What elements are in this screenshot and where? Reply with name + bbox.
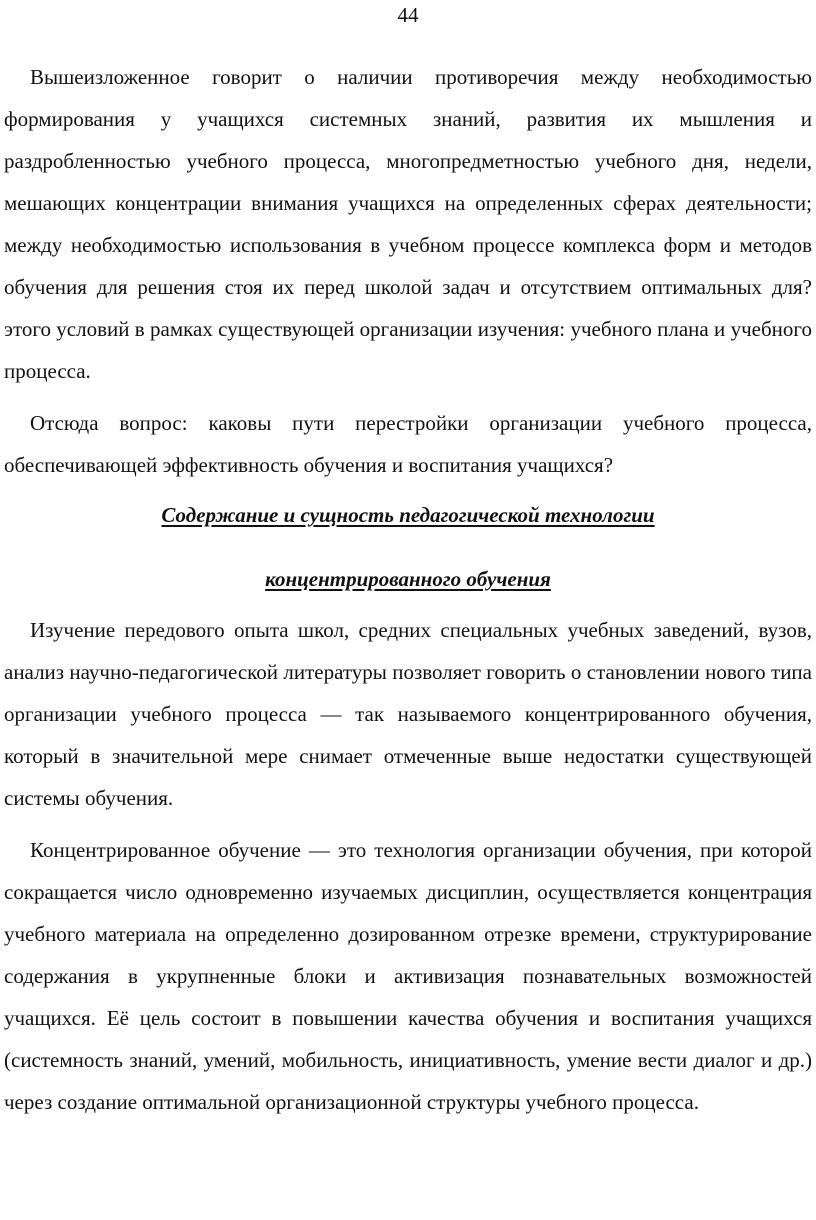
section-heading-line-1: Содержание и сущность педагогической технологии: [161, 503, 655, 527]
section-gap: [4, 486, 812, 496]
section-gap: [4, 599, 812, 609]
page-content: [4, 56, 812, 1123]
section-heading: [4, 496, 812, 599]
paragraph-gap: [4, 819, 812, 829]
paragraph-experience: Изучение передового опыта школ, средних специальных учебных заведений, вузов, анализ научно-педагогической литературы позволяет говорить о становлении нового типа организации учебного процесса — так называемого концентрированного обучения, который в значительной мере снимает отмеченные выше недостатки существующей системы обучения.: [4, 618, 812, 810]
paragraph-gap: [4, 392, 812, 402]
paragraph-contradiction: Вышеизложенное говорит о наличии противоречия между необходимостью формирования у учащихся системных знаний, развития их мышления и раздробленностью учебного процесса, многопредметностью учебного дня, недели, мешающих концентрации внимания учащихся на определенных сферах деятельности; между необходимостью использования в учебном процессе комплекса форм и методов обучения для решения стоя их перед школой задач и отсутствием оптимальных для? этого условий в рамках существующей организации изучения: учебного плана и учебного процесса.: [4, 65, 812, 383]
section-heading-line-2: концентрированного обучения: [265, 567, 551, 591]
paragraph-question: Отсюда вопрос: каковы пути перестройки организации учебного процесса, обеспечивающей эффективность обучения и воспитания учащихся?: [4, 411, 812, 477]
paragraph-definition: Концентрированное обучение — это технология организации обучения, при которой сокращается число одновременно изучаемых дисциплин, осуществляется концентрация учебного материала на определенно дозированном отрезке времени, структурирование содержания в укрупненные блоки и активизация познавательных возможностей учащихся. Её цель состоит в повышении качества обучения и воспитания учащихся (системность знаний, умений, мобильность, инициативность, умение вести диалог и др.) через создание оптимальной организационной структуры учебного процесса.: [4, 838, 812, 1114]
page-number: 44: [397, 3, 419, 27]
